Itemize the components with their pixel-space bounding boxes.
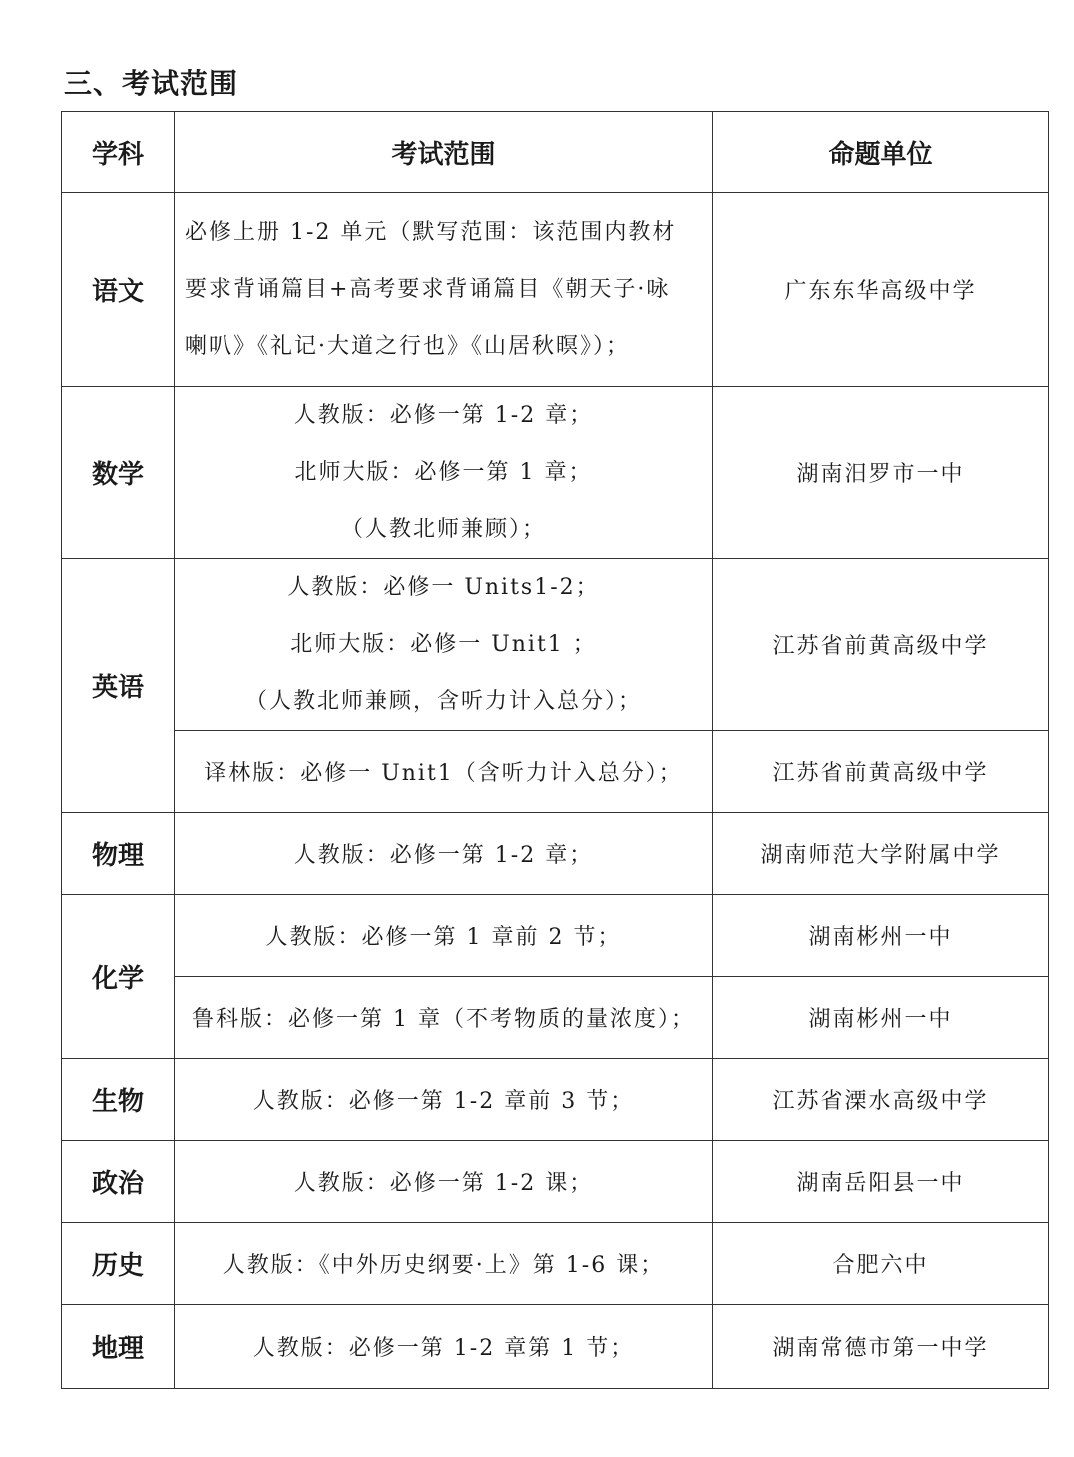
table-row — [62, 977, 1049, 1059]
subject-cell: 语文 — [62, 193, 175, 387]
subject-cell: 地理 — [62, 1305, 175, 1389]
unit-cell: 湖南彬州一中 — [713, 977, 1049, 1059]
range-cell: 人教版：必修一第 1 章前 2 节； — [175, 895, 713, 977]
unit-cell: 江苏省溧水高级中学 — [713, 1059, 1049, 1141]
table-row — [62, 813, 1049, 895]
subject-cell: 政治 — [62, 1141, 175, 1223]
range-cell: 鲁科版：必修一第 1 章（不考物质的量浓度）； — [175, 977, 713, 1059]
range-cell: 人教版：必修一第 1-2 章前 3 节； — [175, 1059, 713, 1141]
section-title: 三、考试范围 — [64, 67, 239, 100]
range-line: 必修上册 1-2 单元（默写范围：该范围内教材 — [185, 220, 677, 245]
table-row — [62, 1305, 1049, 1389]
subject-cell: 数学 — [62, 387, 175, 559]
table-row — [62, 1223, 1049, 1305]
unit-cell: 湖南常德市第一中学 — [713, 1305, 1049, 1389]
table-row — [62, 1141, 1049, 1223]
subject-cell: 生物 — [62, 1059, 175, 1141]
range-line: 北师大版：必修一第 1 章； — [294, 460, 593, 485]
subject-cell: 物理 — [62, 813, 175, 895]
range-cell — [175, 559, 713, 731]
subject-cell: 英语 — [62, 559, 175, 813]
range-line: 人教版：必修一第 1-2 章； — [293, 403, 594, 428]
unit-cell: 江苏省前黄高级中学 — [713, 731, 1049, 813]
range-line: 人教版：必修一 Units1-2； — [287, 575, 600, 600]
unit-cell: 广东东华高级中学 — [713, 193, 1049, 387]
header-range: 考试范围 — [175, 112, 713, 193]
table-row — [62, 1059, 1049, 1141]
range-cell: 人教版：必修一第 1-2 章； — [175, 813, 713, 895]
table-row — [62, 895, 1049, 977]
range-line: 要求背诵篇目+高考要求背诵篇目《朝天子·咏 — [185, 277, 671, 302]
unit-cell: 合肥六中 — [713, 1223, 1049, 1305]
table-row — [62, 387, 1049, 559]
unit-cell: 湖南彬州一中 — [713, 895, 1049, 977]
table-row — [62, 559, 1049, 731]
table-row — [62, 731, 1049, 813]
range-line: 喇叭》《礼记·大道之行也》《山居秋暝》）； — [185, 334, 630, 359]
range-cell — [175, 193, 713, 387]
unit-cell: 湖南师范大学附属中学 — [713, 813, 1049, 895]
unit-cell: 湖南岳阳县一中 — [713, 1141, 1049, 1223]
header-subject: 学科 — [62, 112, 175, 193]
table-header-row — [62, 112, 1049, 193]
range-line: （人教北师兼顾）； — [340, 517, 546, 542]
table-row — [62, 193, 1049, 387]
unit-cell: 江苏省前黄高级中学 — [713, 559, 1049, 731]
subject-cell: 历史 — [62, 1223, 175, 1305]
range-cell: 人教版：《中外历史纲要·上》第 1-6 课； — [175, 1223, 713, 1305]
range-cell: 译林版：必修一 Unit1（含听力计入总分）； — [175, 731, 713, 813]
subject-cell: 化学 — [62, 895, 175, 1059]
range-cell: 人教版：必修一第 1-2 章第 1 节； — [175, 1305, 713, 1389]
exam-scope-table — [61, 111, 1049, 1389]
range-line: 北师大版：必修一 Unit1 ； — [290, 632, 597, 657]
range-cell — [175, 387, 713, 559]
range-line: （人教北师兼顾，含听力计入总分）； — [244, 689, 642, 714]
header-unit: 命题单位 — [713, 112, 1049, 193]
unit-cell: 湖南汨罗市一中 — [713, 387, 1049, 559]
range-cell: 人教版：必修一第 1-2 课； — [175, 1141, 713, 1223]
